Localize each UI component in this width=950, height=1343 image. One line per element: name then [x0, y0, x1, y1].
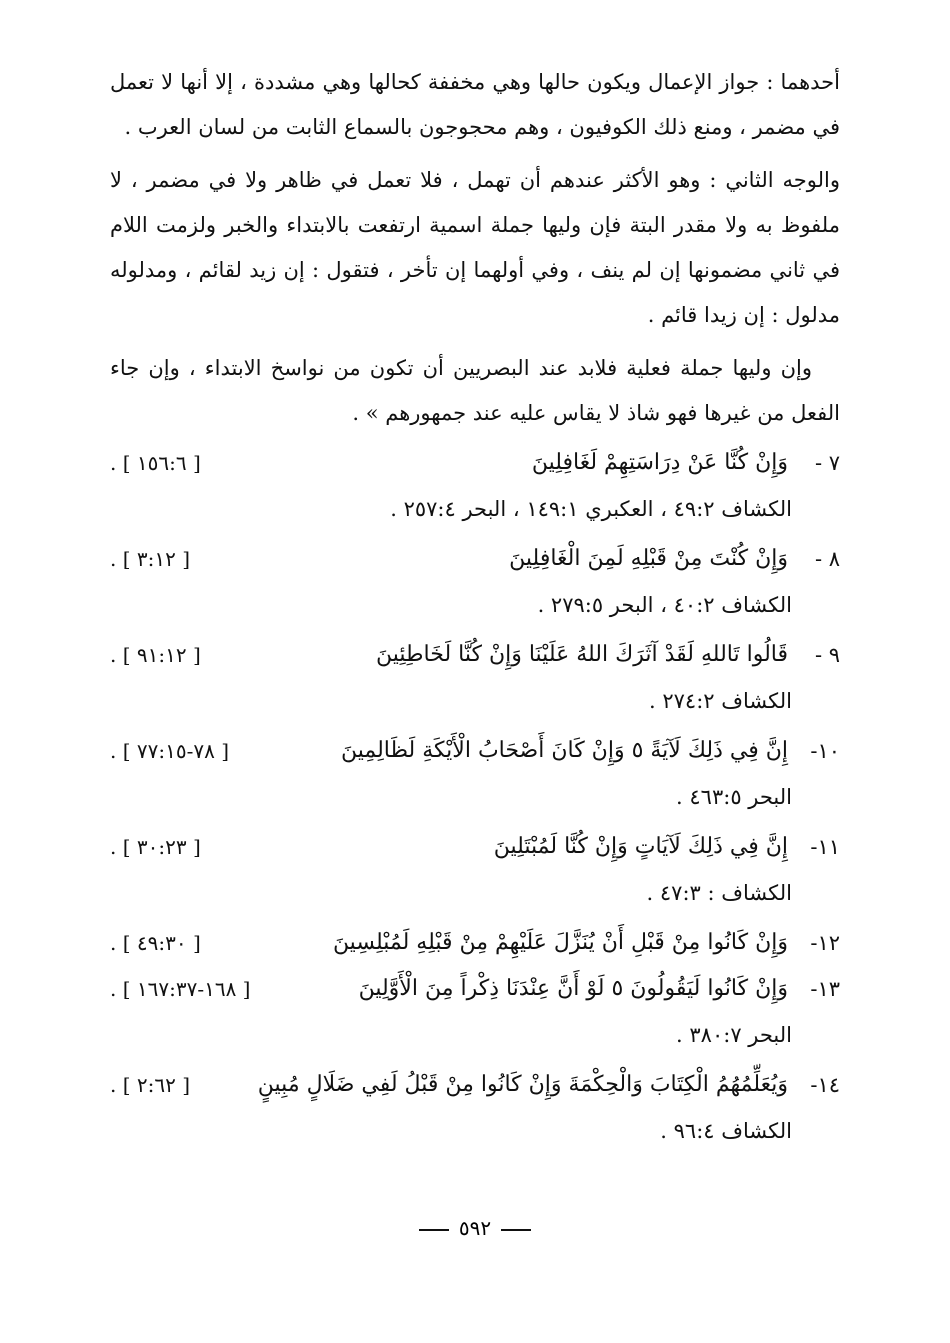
verse-text: إِنَّ فِي ذَلِكَ لَآيَاتٍ وَإِنْ كُنَّا لَمُبْتَلِينَ	[493, 834, 788, 859]
verse-line	[110, 966, 840, 1012]
page-number: ٥٩٢	[458, 1216, 492, 1240]
verse-line	[110, 536, 840, 582]
verse-text: وَإِنْ كَانُوا مِنْ قَبْلِ أَنْ يُنَزَّلَ عَلَيْهِمْ مِنْ قَبْلِهِ لَمُبْلِسِينَ	[332, 930, 788, 955]
verse-reference: . [ ٩١:١٢ ]	[110, 643, 201, 667]
verse-reference: . [ ١٦٨-١٦٧:٣٧ ]	[110, 977, 251, 1001]
verse-text: قَالُوا تَاللهِ لَقَدْ آثَرَكَ اللهُ عَلَيْنَا وَإِنْ كُنَّا لَخَاطِئِينَ	[376, 642, 788, 667]
verse-entry-9	[110, 632, 840, 724]
paragraph-first-view: أحدهما : جواز الإعمال ويكون حالها وهي مخففة كحالها وهي مشددة ، إلا أنها لا تعمل في مضمر ، ومنع ذلك الكوفيون ، وهم محجوجون بالسماع الثابت من لسان العرب .	[110, 70, 840, 139]
verse-line	[110, 920, 840, 966]
verse-reference: . [ ١٥٦:٦ ]	[110, 451, 201, 475]
verse-sources: البحر ٣٨٠:٧ .	[676, 1023, 792, 1047]
verse-text: وَإِنْ كُنَّا عَنْ دِرَاسَتِهِمْ لَغَافِلِينَ	[531, 450, 788, 475]
page-body	[110, 60, 840, 1154]
verse-sources: الكشاف ٤٩:٢ ، العكبري ١٤٩:١ ، البحر ٢٥٧:٤ .	[390, 497, 792, 521]
footer-dash-left	[419, 1229, 449, 1231]
verse-reference: . [ ٢:٦٢ ]	[110, 1073, 191, 1097]
verse-text: إِنَّ فِي ذَلِكَ لَآيَةً ٥ وَإِنْ كَانَ أَصْحَابُ الْأَيْكَةِ لَظَالِمِينَ	[340, 738, 788, 763]
verse-entry-11	[110, 824, 840, 916]
verse-number: ١٢-	[810, 931, 840, 955]
verse-number: ١٣-	[810, 977, 840, 1001]
verse-entry-8	[110, 536, 840, 628]
paragraph-second-view: والوجه الثاني : وهو الأكثر عندهم أن تهمل ، فلا تعمل في ظاهر ولا في مضمر ، لا ملفوظ به ولا مقدر البتة فإن وليها جملة اسمية ارتفعت بالابتداء والخبر ولزمت اللام في ثاني مضمونها إن لم ينف ، وفي أولهما إن تأخر ، فتقول : إن زيد لقائم ، ومدلوله مدلول : إن زيدا قائم .	[110, 168, 840, 327]
verse-line	[110, 824, 840, 870]
page-footer	[0, 1216, 950, 1240]
verse-reference: . [ ٣:١٢ ]	[110, 547, 191, 571]
verse-line	[110, 728, 840, 774]
verse-number: ١١-	[810, 835, 840, 859]
verse-list	[110, 440, 840, 1154]
verse-number: ١٠-	[810, 739, 840, 763]
verse-sources: الكشاف ٢٧٤:٢ .	[649, 689, 792, 713]
verse-line	[110, 440, 840, 486]
verse-number: ١٤-	[810, 1073, 840, 1097]
verse-entry-12	[110, 920, 840, 966]
footer-dash-right	[501, 1229, 531, 1231]
verse-line	[110, 1062, 840, 1108]
verse-entry-13	[110, 966, 840, 1058]
verse-sources: الكشاف ٩٦:٤ .	[660, 1119, 792, 1143]
verse-reference: . [ ٤٩:٣٠ ]	[110, 931, 201, 955]
verse-text: وَإِنْ كُنْتَ مِنْ قَبْلِهِ لَمِنَ الْغَافِلِينَ	[509, 546, 788, 571]
verse-entry-14	[110, 1062, 840, 1154]
verse-entry-10	[110, 728, 840, 820]
verse-entry-7	[110, 440, 840, 532]
verse-sources: الكشاف : ٤٧:٣ .	[646, 881, 792, 905]
verse-line	[110, 632, 840, 678]
verse-number: ٧ -	[814, 451, 840, 475]
verse-number: ٩ -	[814, 643, 840, 667]
verse-sources: البحر ٤٦٣:٥ .	[676, 785, 792, 809]
verse-text: وَإِنْ كَانُوا لَيَقُولُونَ ٥ لَوْ أَنَّ عِنْدَنَا ذِكْراً مِنَ الْأَوَّلِينَ	[358, 976, 788, 1001]
paragraph-verbal-clause: وإن وليها جملة فعلية فلابد عند البصريين أن تكون من نواسخ الابتداء ، وإن جاء الفعل من غيرها فهو شاذ لا يقاس عليه عند جمهورهم » .	[110, 356, 840, 425]
verse-reference: . [ ٧٨-٧٧:١٥ ]	[110, 739, 230, 763]
verse-sources: الكشاف ٤٠:٢ ، البحر ٢٧٩:٥ .	[537, 593, 792, 617]
verse-text: وَيُعَلِّمُهُمُ الْكِتَابَ وَالْحِكْمَةَ وَإِنْ كَانُوا مِنْ قَبْلُ لَفِي ضَلَالٍ مُبِينٍ	[257, 1072, 788, 1097]
verse-number: ٨ -	[814, 547, 840, 571]
verse-reference: . [ ٣٠:٢٣ ]	[110, 835, 201, 859]
